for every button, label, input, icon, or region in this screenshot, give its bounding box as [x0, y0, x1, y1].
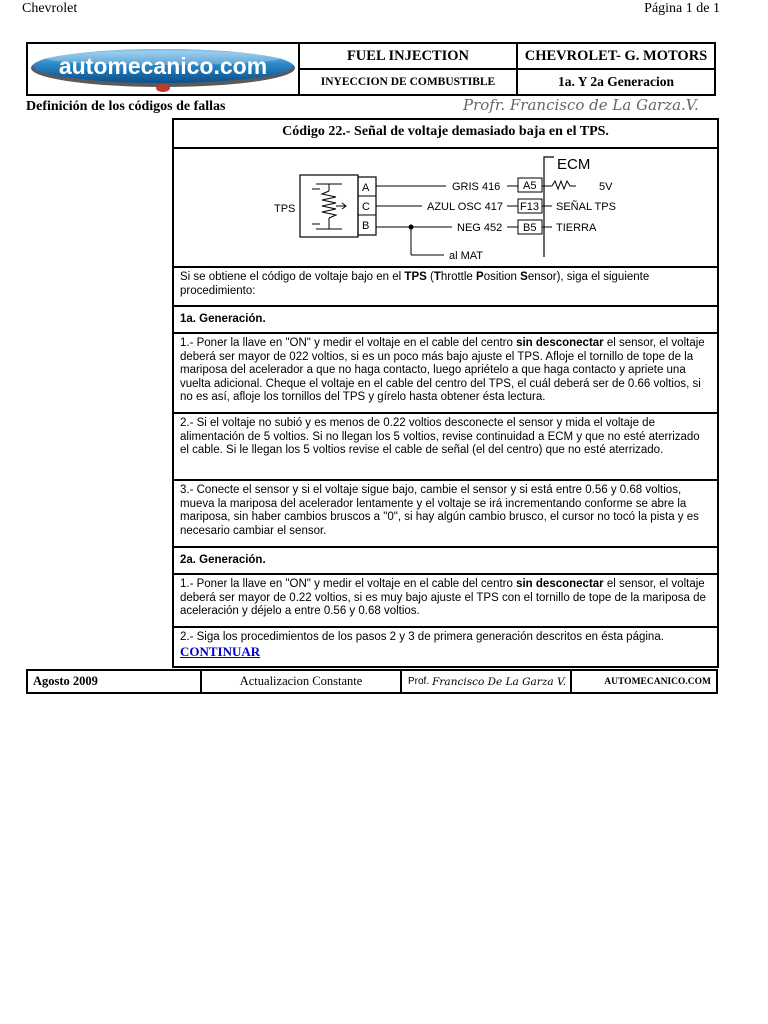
tps-label: TPS	[274, 203, 296, 215]
page-counter: Página 1 de 1	[644, 1, 720, 16]
gen2-step2-text: 2.- Siga los procedimientos de los pasos 2 y 3 de primera generación descritos en ésta página.	[180, 631, 664, 643]
gen1-heading: 1a. Generación.	[174, 307, 717, 334]
gen2-step1: 1.- Poner la llave en "ON" y medir el voltaje en el cable del centro sin desconectar el sensor, el voltaje deberá ser mayor de 0.22 voltios, si es muy bajo ajuste el TPS con el tornillo de tope de la mariposa de aceleración y déjelo a entre 0.56 y 0.68 voltios.	[174, 575, 717, 628]
gen2-step2	[174, 628, 717, 666]
signal-5v: 5V	[599, 181, 613, 193]
pin-c: C	[362, 201, 370, 213]
page-subtitle: Definición de los códigos de fallas	[26, 99, 226, 114]
brand-chevrolet: CHEVROLET- G. MOTORS	[518, 44, 714, 70]
ecm-label: ECM	[557, 156, 591, 173]
wiring-diagram	[174, 149, 717, 268]
intro-paragraph: Si se obtiene el código de voltaje bajo en el TPS (Throttle Position Sensor), siga el siguiente procedimiento:	[174, 268, 717, 307]
header-table	[26, 42, 716, 96]
generation-label: 1a. Y 2a Generacion	[558, 74, 674, 89]
ecm-pin-f13: F13	[520, 201, 539, 213]
signal-tps: SEÑAL TPS	[556, 201, 616, 213]
pin-b: B	[362, 220, 370, 232]
gen2-heading: 2a. Generación.	[174, 548, 717, 575]
section-inyeccion: INYECCION DE COMBUSTIBLE	[300, 70, 518, 94]
footer-site: AUTOMECANICO.COM	[570, 671, 716, 692]
site-logo	[28, 44, 298, 94]
wire-neg: NEG 452	[457, 222, 503, 234]
code-title: Código 22.- Señal de voltaje demasiado baja en el TPS.	[174, 120, 717, 149]
logo-text: automecanico.com	[58, 53, 268, 79]
wire-gris: GRIS 416	[452, 181, 501, 193]
content-table	[172, 118, 719, 668]
continue-link[interactable]: CONTINUAR	[180, 643, 261, 659]
footer-update: Actualizacion Constante	[200, 671, 400, 692]
section-fuel-injection: FUEL INJECTION	[300, 44, 518, 70]
author-signature: Profr. Francisco de La Garza.V.	[463, 96, 699, 114]
wire-azul: AZUL OSC 417	[427, 201, 504, 213]
gen1-step1: 1.- Poner la llave en "ON" y medir el voltaje en el cable del centro sin desconectar el sensor, el voltaje deberá ser mayor de 022 voltios, si es un poco más bajo ajuste el TPS. Afloje el tornillo de tope de la mariposa del acelerador a que no haga contacto, luego apriételo a que haga contacto y apriete una vuelta adicional. Cheque el voltaje en el cable del centro del TPS, el cuál deberá ser de 0.66 voltios, si no es así, afloje los tornillos del TPS y gírelo hasta obtener ésta lectura.	[174, 334, 717, 414]
footer-table	[26, 669, 718, 694]
resistor-icon	[552, 181, 576, 189]
gen1-step3: 3.- Conecte el sensor y si el voltaje sigue bajo, cambie el sensor y si está entre 0.56 y 0.68 voltios, mueva la mariposa del acelerador lentamente y el voltaje se irá incrementando conforme se abre la mariposa, sin haber cambios bruscos a "0", si hay algún cambio brusco, el cursor no tocó la pista y es necesario cambiar el sensor.	[174, 481, 717, 548]
gen1-step2: 2.- Si el voltaje no subió y es menos de 0.22 voltios desconecte el sensor y mida el voltaje de alimentación de 5 voltios. Si no llegan los 5 voltios, revise continuidad a ECM y que no esté aterrizado el cable. Si le llegan los 5 voltios revise el cable de señal (el del centro) que no esté aterrizado.	[174, 414, 717, 481]
footer-date: Agosto 2009	[33, 674, 98, 688]
ecm-pin-b5: B5	[523, 222, 537, 234]
ecm-pin-a5: A5	[523, 180, 537, 192]
browser-page-title: Chevrolet	[22, 1, 78, 16]
footer-author: Prof. Francisco De La Garza V.	[400, 671, 570, 692]
logo-cell	[28, 44, 300, 94]
signal-tierra: TIERRA	[556, 222, 597, 234]
potentiometer-icon	[312, 184, 346, 229]
mat-label: al MAT	[449, 250, 484, 262]
pin-a: A	[362, 182, 370, 194]
